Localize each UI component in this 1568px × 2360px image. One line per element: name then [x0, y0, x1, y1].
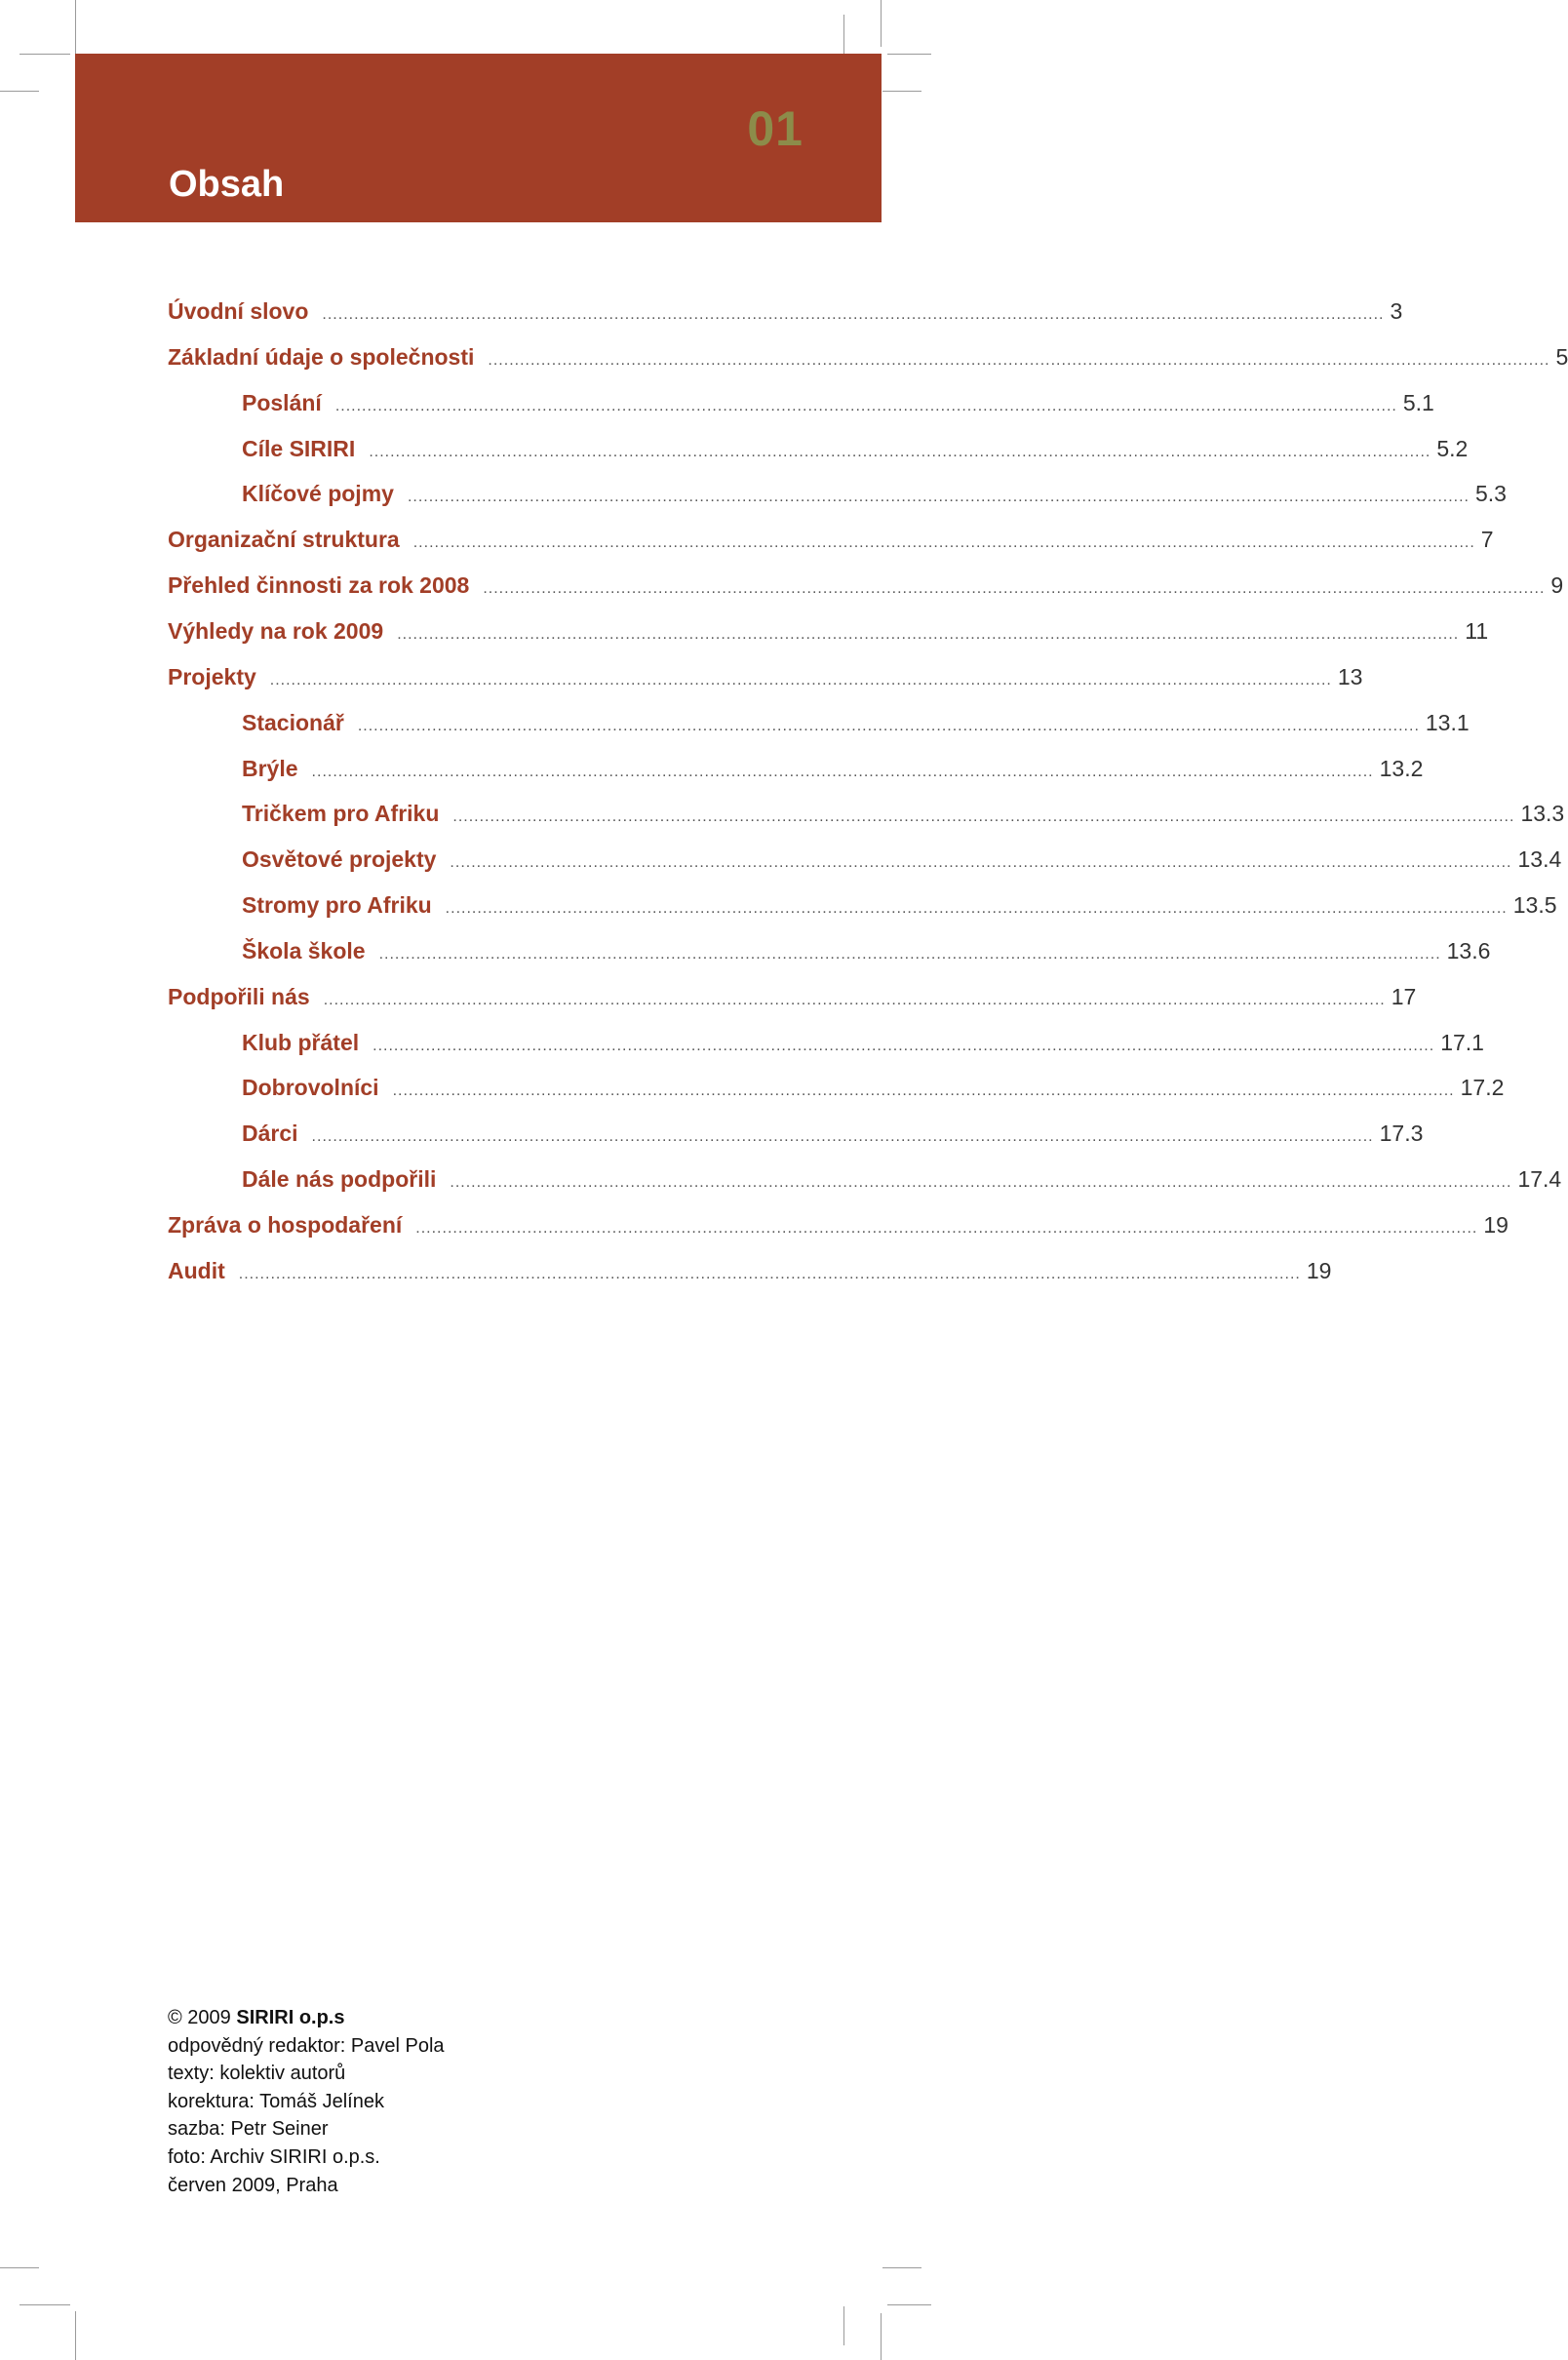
- crop-mark: [887, 54, 931, 55]
- toc-item[interactable]: [168, 1254, 1332, 1287]
- dot-leader: ........................................................................................................................................................................................................: [238, 1265, 1301, 1282]
- toc-item[interactable]: [242, 752, 1424, 785]
- toc-item-label: Cíle SIRIRI: [242, 435, 356, 461]
- toc-item-label: Dárci: [242, 1121, 298, 1147]
- dot-leader: ........................................................................................................................................................................................................: [392, 1082, 1455, 1100]
- toc-item[interactable]: [242, 386, 1434, 419]
- dot-leader: ........................................................................................................................................................................................................: [378, 945, 1441, 963]
- crop-mark: [887, 2304, 931, 2305]
- crop-mark: [843, 15, 844, 54]
- dot-leader: ........................................................................................................................................................................................................: [334, 397, 1397, 414]
- crop-mark: [0, 2267, 39, 2268]
- credit-line: texty: kolektiv autorů: [168, 2063, 346, 2085]
- credit-line: červen 2009, Praha: [168, 2174, 338, 2196]
- crop-mark: [843, 2306, 844, 2345]
- toc-item-label: Audit: [168, 1257, 225, 1283]
- dot-leader: ........................................................................................................................................................................................................: [322, 306, 1385, 323]
- dot-leader: ........................................................................................................................................................................................................: [450, 1174, 1512, 1192]
- dot-leader: ........................................................................................................................................................................................................: [483, 580, 1546, 598]
- credit-line: korektura: Tomáš Jelínek: [168, 2090, 384, 2112]
- toc-item-label: Úvodní slovo: [168, 298, 309, 324]
- dot-leader: ........................................................................................................................................................................................................: [357, 717, 1420, 734]
- header-band: [75, 54, 882, 222]
- crop-mark: [75, 0, 76, 54]
- organization-name: SIRIRI o.p.s: [236, 2007, 345, 2028]
- toc-item[interactable]: [168, 523, 1494, 556]
- dot-leader: ........................................................................................................................................................................................................: [407, 489, 1470, 506]
- crop-mark: [882, 91, 921, 92]
- toc-item-page: 7: [1480, 527, 1494, 553]
- toc-item-page: 17.4: [1517, 1166, 1562, 1193]
- toc-item-page: 13.4: [1517, 846, 1562, 873]
- toc-item[interactable]: [168, 1208, 1509, 1241]
- toc-item[interactable]: [168, 295, 1403, 328]
- credits: [168, 2004, 445, 2199]
- dot-leader: ........................................................................................................................................................................................................: [412, 534, 1475, 552]
- crop-mark: [75, 2311, 76, 2360]
- toc-item-label: Dobrovolníci: [242, 1075, 379, 1101]
- toc-item-label: Klíčové pojmy: [242, 481, 394, 507]
- toc-item-page: 13: [1337, 663, 1363, 689]
- dot-leader: ........................................................................................................................................................................................................: [397, 625, 1460, 643]
- toc-item-label: Přehled činnosti za rok 2008: [168, 572, 470, 599]
- toc-item-label: Podpořili nás: [168, 983, 310, 1009]
- dot-leader: ........................................................................................................................................................................................................: [311, 1128, 1374, 1146]
- crop-mark: [20, 2304, 70, 2305]
- toc-item[interactable]: [168, 614, 1489, 648]
- toc-item[interactable]: [242, 1026, 1484, 1059]
- page-number: 01: [747, 101, 804, 156]
- toc-item-page: 5: [1555, 343, 1568, 370]
- toc-item[interactable]: [168, 660, 1363, 693]
- toc-item-page: 13.2: [1379, 755, 1424, 781]
- copyright-prefix: © 2009: [168, 2007, 231, 2028]
- crop-mark: [0, 91, 39, 92]
- toc-item-label: Klub přátel: [242, 1029, 360, 1055]
- toc-item[interactable]: [242, 888, 1557, 922]
- crop-mark: [20, 54, 70, 55]
- crop-mark: [881, 2313, 882, 2360]
- toc-item-page: 19: [1483, 1212, 1509, 1238]
- toc-item-page: 9: [1550, 572, 1564, 599]
- dot-leader: ........................................................................................................................................................................................................: [369, 443, 1431, 460]
- toc-item-label: Osvětové projekty: [242, 846, 437, 873]
- dot-leader: ........................................................................................................................................................................................................: [445, 900, 1508, 918]
- toc-item[interactable]: [242, 934, 1491, 967]
- credit-line: foto: Archiv SIRIRI o.p.s.: [168, 2145, 380, 2168]
- dot-leader: ........................................................................................................................................................................................................: [415, 1220, 1478, 1237]
- dot-leader: ........................................................................................................................................................................................................: [488, 351, 1550, 369]
- credit-line: sazba: Petr Seiner: [168, 2118, 329, 2141]
- toc-item-label: Poslání: [242, 389, 322, 415]
- dot-leader: ........................................................................................................................................................................................................: [450, 854, 1512, 872]
- toc-item[interactable]: [242, 843, 1562, 876]
- toc-item[interactable]: [168, 980, 1417, 1013]
- toc-item[interactable]: [168, 340, 1568, 374]
- crop-mark: [881, 0, 882, 47]
- toc-item-page: 17: [1391, 983, 1417, 1009]
- dot-leader: ........................................................................................................................................................................................................: [452, 808, 1515, 826]
- copyright-line: [168, 2004, 445, 2032]
- page-title: Obsah: [169, 164, 285, 205]
- toc-item[interactable]: [242, 1071, 1505, 1104]
- toc-item[interactable]: [242, 1162, 1562, 1196]
- toc-item-label: Brýle: [242, 755, 298, 781]
- toc-item-page: 17.1: [1440, 1029, 1484, 1055]
- toc-item-label: Projekty: [168, 663, 256, 689]
- toc-item[interactable]: [242, 432, 1469, 465]
- toc-item-page: 5.2: [1436, 435, 1469, 461]
- toc-item-page: 17.3: [1379, 1121, 1424, 1147]
- toc-item[interactable]: [242, 706, 1470, 739]
- credit-line: odpovědný redaktor: Pavel Pola: [168, 2034, 445, 2057]
- dot-leader: ........................................................................................................................................................................................................: [311, 763, 1374, 780]
- toc-item-page: 5.3: [1475, 481, 1507, 507]
- toc-item-page: 13.6: [1446, 937, 1491, 964]
- toc-item-label: Dále nás podpořili: [242, 1166, 437, 1193]
- toc-item-page: 13.1: [1425, 709, 1470, 735]
- toc-item[interactable]: [242, 797, 1565, 830]
- toc-item[interactable]: [168, 569, 1564, 602]
- toc-item-page: 5.1: [1402, 389, 1434, 415]
- toc-item[interactable]: [242, 477, 1507, 510]
- dot-leader: ........................................................................................................................................................................................................: [323, 991, 1386, 1008]
- toc-item-page: 17.2: [1460, 1075, 1505, 1101]
- toc-item-label: Zpráva o hospodaření: [168, 1212, 403, 1238]
- dot-leader: ........................................................................................................................................................................................................: [372, 1037, 1435, 1054]
- toc-item-page: 19: [1306, 1257, 1332, 1283]
- dot-leader: ........................................................................................................................................................................................................: [269, 671, 1332, 688]
- toc-item-label: Organizační struktura: [168, 527, 400, 553]
- toc-item-page: 11: [1465, 617, 1489, 644]
- toc-item-label: Tričkem pro Afriku: [242, 801, 440, 827]
- crop-mark: [882, 2267, 921, 2268]
- toc-item[interactable]: [242, 1117, 1424, 1150]
- toc-item-label: Výhledy na rok 2009: [168, 617, 384, 644]
- toc-item-label: Základní údaje o společnosti: [168, 343, 475, 370]
- toc-item-label: Stacionář: [242, 709, 344, 735]
- toc-item-page: 13.3: [1520, 801, 1565, 827]
- toc-item-page: 3: [1390, 298, 1403, 324]
- toc-item-page: 13.5: [1512, 892, 1557, 919]
- toc-item-label: Stromy pro Afriku: [242, 892, 432, 919]
- toc-item-label: Škola škole: [242, 937, 366, 964]
